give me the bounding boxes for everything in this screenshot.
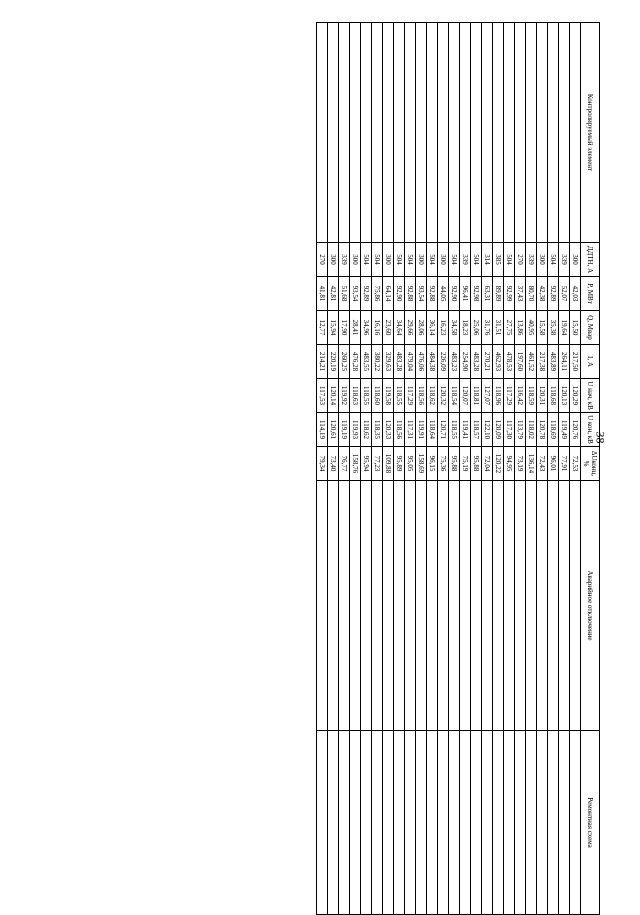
table-cell: 93,54 [350, 277, 361, 311]
table-cell: 92,90 [394, 277, 405, 311]
table-row [339, 23, 350, 915]
table-cell [350, 23, 361, 243]
table-cell: 118,69 [548, 413, 559, 447]
table-cell: 339 [559, 243, 570, 277]
table-cell [471, 481, 482, 731]
table-cell [460, 481, 471, 731]
table-cell [460, 731, 471, 915]
table-cell [438, 23, 449, 243]
table-cell: 120,29 [570, 379, 581, 413]
table-cell: 479,04 [405, 345, 416, 379]
table-cell: 118,62 [427, 379, 438, 413]
table-cell: 504 [548, 243, 559, 277]
table-cell: 95,89 [394, 447, 405, 481]
table-cell: 18,23 [460, 311, 471, 345]
table-cell: 72,53 [570, 447, 581, 481]
table-cell: 270 [317, 243, 328, 277]
table-row [515, 23, 526, 915]
table-cell: 120,22 [493, 447, 504, 481]
table-row [394, 23, 405, 915]
table-cell: 220,19 [328, 345, 339, 379]
table-cell [482, 731, 493, 915]
table-cell: 75,19 [460, 447, 471, 481]
table-row [328, 23, 339, 915]
table-cell: 31,76 [482, 311, 493, 345]
table-cell: 118,02 [526, 413, 537, 447]
table-cell: 300 [570, 243, 581, 277]
table-cell: 478,53 [504, 345, 515, 379]
table-cell: 72,43 [537, 447, 548, 481]
table-cell: 96,01 [548, 447, 559, 481]
table-cell [471, 731, 482, 915]
table-cell: 113,79 [515, 413, 526, 447]
table-cell: 93,54 [416, 277, 427, 311]
table-cell [438, 731, 449, 915]
table-row [416, 23, 427, 915]
table-cell: 16,23 [438, 311, 449, 345]
table-cell: 89,89 [493, 277, 504, 311]
table-cell [559, 731, 570, 915]
table-cell [504, 481, 515, 731]
table-cell [350, 481, 361, 731]
table-cell: 119,92 [339, 379, 350, 413]
table-cell [328, 731, 339, 915]
table-cell: 116,42 [515, 379, 526, 413]
table-cell: 119,49 [559, 413, 570, 447]
table-cell: 13,86 [515, 311, 526, 345]
table-cell: 117,29 [504, 379, 515, 413]
table-cell [339, 23, 350, 243]
table-cell [405, 23, 416, 243]
table-cell: 461,52 [526, 345, 537, 379]
table-cell: 264,11 [559, 345, 570, 379]
table-row [405, 23, 416, 915]
table-cell: 118,60 [372, 379, 383, 413]
table-row [317, 23, 328, 915]
table-cell [493, 23, 504, 243]
table-cell [372, 481, 383, 731]
table-row [537, 23, 548, 915]
table-cell: 158,76 [350, 447, 361, 481]
table-cell: 42,03 [570, 277, 581, 311]
table-cell [515, 731, 526, 915]
table-cell: 34,96 [361, 311, 372, 345]
table-row [526, 23, 537, 915]
table-cell [361, 23, 372, 243]
table-cell: 25,06 [471, 311, 482, 345]
table-cell: 226,09 [438, 345, 449, 379]
table-cell [427, 481, 438, 731]
table-row [438, 23, 449, 915]
table-cell: 95,88 [471, 447, 482, 481]
table-cell: 476,06 [416, 345, 427, 379]
table-cell [339, 731, 350, 915]
table-cell: 34,58 [449, 311, 460, 345]
table-cell [317, 731, 328, 915]
table-row [559, 23, 570, 915]
table-cell: 504 [405, 243, 416, 277]
table-cell: 72,04 [482, 447, 493, 481]
table-cell: 17,90 [339, 311, 350, 345]
table-cell: 15,50 [570, 311, 581, 345]
table-cell: 92,90 [449, 277, 460, 311]
table-cell [328, 481, 339, 731]
table-row [504, 23, 515, 915]
table-cell: 95,94 [361, 447, 372, 481]
table-cell [317, 23, 328, 243]
table-cell: 120,76 [570, 413, 581, 447]
table-cell: 117,30 [504, 413, 515, 447]
table-cell [427, 23, 438, 243]
table-cell: 37,43 [515, 277, 526, 311]
table-cell: 77,23 [372, 447, 383, 481]
table-cell: 118,96 [493, 379, 504, 413]
table-cell [570, 481, 581, 731]
table-cell: 35,38 [548, 311, 559, 345]
table-cell: 95,88 [449, 447, 460, 481]
table-cell: 339 [339, 243, 350, 277]
table-cell: 119,58 [383, 379, 394, 413]
table-cell: 118,81 [471, 379, 482, 413]
table-cell: 28,06 [416, 311, 427, 345]
table-cell: 504 [427, 243, 438, 277]
table-cell [383, 23, 394, 243]
table-cell [394, 23, 405, 243]
table-cell [372, 731, 383, 915]
table-cell [438, 481, 449, 731]
table-cell: 476,28 [350, 345, 361, 379]
table-cell [317, 481, 328, 731]
table-cell [570, 23, 581, 243]
table-cell: 136,14 [526, 447, 537, 481]
table-cell [394, 481, 405, 731]
table-row [482, 23, 493, 915]
table-cell: 118,63 [350, 379, 361, 413]
table-cell: 31,51 [493, 311, 504, 345]
table-cell: 385 [493, 243, 504, 277]
table-cell: 504 [361, 243, 372, 277]
table-cell [504, 731, 515, 915]
table-row [350, 23, 361, 915]
table-cell: 314 [482, 243, 493, 277]
table-cell: 118,64 [427, 413, 438, 447]
table-cell: 483,55 [361, 345, 372, 379]
table-cell: 197,60 [515, 345, 526, 379]
table-cell [482, 23, 493, 243]
table-cell: 119,93 [350, 413, 361, 447]
table-cell: 300 [350, 243, 361, 277]
table-cell: 270,21 [482, 345, 493, 379]
table-cell: 92,89 [361, 277, 372, 311]
table-cell: 118,68 [548, 379, 559, 413]
table-cell: 120,33 [383, 413, 394, 447]
table-cell: 120,31 [537, 379, 548, 413]
table-body [317, 23, 581, 915]
table-row [471, 23, 482, 915]
table-cell [328, 23, 339, 243]
table-cell: 41,81 [317, 277, 328, 311]
table-cell: 36,14 [427, 311, 438, 345]
table-cell: 92,88 [427, 277, 438, 311]
table-row [361, 23, 372, 915]
column-header: P, МВт [581, 277, 600, 311]
table-cell [515, 481, 526, 731]
table-cell: 64,14 [383, 277, 394, 311]
column-header: ΔUконц, % [581, 447, 600, 481]
table-cell: 120,09 [493, 413, 504, 447]
table-cell: 300 [383, 243, 394, 277]
table-cell: 118,55 [394, 379, 405, 413]
table-row [372, 23, 383, 915]
table-cell [383, 481, 394, 731]
table-cell: 16,16 [372, 311, 383, 345]
table-cell: 34,64 [394, 311, 405, 345]
table-cell [460, 23, 471, 243]
table-cell: 504 [504, 243, 515, 277]
table-cell: 483,28 [471, 345, 482, 379]
table-cell [405, 481, 416, 731]
table-cell: 75,86 [372, 277, 383, 311]
table-cell: 44,05 [438, 277, 449, 311]
table-cell: 483,23 [449, 345, 460, 379]
table-cell: 504 [449, 243, 460, 277]
table-cell: 118,57 [471, 413, 482, 447]
table-cell: 339 [460, 243, 471, 277]
table-cell: 15,94 [328, 311, 339, 345]
table-cell [416, 23, 427, 243]
table-cell: 339 [526, 243, 537, 277]
table-cell: 117,53 [317, 379, 328, 413]
table-cell: 260,25 [339, 345, 350, 379]
table-cell: 77,91 [559, 447, 570, 481]
table-cell: 117,31 [405, 413, 416, 447]
table-cell [416, 731, 427, 915]
table-cell: 92,88 [405, 277, 416, 311]
table-cell: 122,10 [482, 413, 493, 447]
table-row [493, 23, 504, 915]
table-cell: 118,62 [361, 413, 372, 447]
table-cell [493, 731, 504, 915]
table-cell: 109,88 [383, 447, 394, 481]
table-cell: 42,38 [537, 277, 548, 311]
table-cell: 79,34 [317, 447, 328, 481]
table-cell: 120,78 [537, 413, 548, 447]
table-cell [449, 481, 460, 731]
table-cell: 217,50 [570, 345, 581, 379]
table-row [460, 23, 471, 915]
table-cell [537, 481, 548, 731]
table-cell [537, 23, 548, 243]
table-cell [548, 23, 559, 243]
table-cell: 75,36 [438, 447, 449, 481]
column-header: Ремонтная схема [581, 731, 600, 915]
table-cell: 300 [416, 243, 427, 277]
table-cell: 118,59 [526, 379, 537, 413]
table-cell [449, 23, 460, 243]
table-cell [559, 481, 570, 731]
table-cell: 504 [372, 243, 383, 277]
table-cell [515, 23, 526, 243]
table-cell: 92,99 [504, 277, 515, 311]
table-cell: 23,60 [383, 311, 394, 345]
table-cell [548, 481, 559, 731]
table-cell [383, 731, 394, 915]
table-cell: 484,38 [427, 345, 438, 379]
table-cell: 504 [394, 243, 405, 277]
table-cell: 42,81 [328, 277, 339, 311]
table-cell: 254,90 [460, 345, 471, 379]
table-cell [526, 23, 537, 243]
table-cell: 28,41 [350, 311, 361, 345]
column-header: ДДТН, А [581, 243, 600, 277]
table-cell: 120,32 [438, 379, 449, 413]
table-cell: 119,91 [416, 413, 427, 447]
table-cell: 120,71 [438, 413, 449, 447]
table-cell: 117,29 [405, 379, 416, 413]
table-cell: 270 [515, 243, 526, 277]
table-cell: 92,98 [471, 277, 482, 311]
table-cell [504, 23, 515, 243]
table-row [383, 23, 394, 915]
table-cell: 118,55 [449, 413, 460, 447]
table-cell: 380,22 [372, 345, 383, 379]
table-cell: 120,13 [559, 379, 570, 413]
table-cell: 63,31 [482, 277, 493, 311]
table-cell: 29,66 [405, 311, 416, 345]
table-cell: 119,41 [460, 413, 471, 447]
table-cell [427, 731, 438, 915]
table-cell [548, 731, 559, 915]
table-cell: 483,89 [548, 345, 559, 379]
table-cell: 114,19 [317, 413, 328, 447]
table-row [570, 23, 581, 915]
table-cell: 95,05 [405, 447, 416, 481]
table-cell: 483,28 [394, 345, 405, 379]
table-cell [559, 23, 570, 243]
table-cell: 96,41 [460, 277, 471, 311]
table-cell: 217,38 [537, 345, 548, 379]
table-cell: 300 [438, 243, 449, 277]
table-cell [526, 481, 537, 731]
table-cell: 300 [537, 243, 548, 277]
table-cell: 19,64 [559, 311, 570, 345]
column-header: I, А [581, 345, 600, 379]
table-cell: 120,61 [328, 413, 339, 447]
table-cell [361, 481, 372, 731]
data-table [316, 22, 600, 915]
table-cell [416, 481, 427, 731]
table-cell: 92,89 [548, 277, 559, 311]
table-cell: 51,68 [339, 277, 350, 311]
table-cell: 119,19 [339, 413, 350, 447]
table-cell: 329,63 [383, 345, 394, 379]
table-cell: 120,07 [460, 379, 471, 413]
table-cell [350, 731, 361, 915]
table-cell: 118,35 [372, 413, 383, 447]
table-cell [493, 481, 504, 731]
table-cell: 300 [328, 243, 339, 277]
table-cell: 12,77 [317, 311, 328, 345]
table-cell: 27,75 [504, 311, 515, 345]
page-number: 38 [593, 431, 608, 444]
table-cell: 52,07 [559, 277, 570, 311]
table-row [449, 23, 460, 915]
table-cell [570, 731, 581, 915]
table-cell: 80,70 [526, 277, 537, 311]
table-cell: 40,95 [526, 311, 537, 345]
table-cell: 504 [471, 243, 482, 277]
column-header: Q, Мвар [581, 311, 600, 345]
table-cell [372, 23, 383, 243]
rotated-table-wrapper [40, 22, 600, 882]
table-cell [471, 23, 482, 243]
table-cell: 120,14 [328, 379, 339, 413]
table-cell: 118,54 [449, 379, 460, 413]
table-cell [526, 731, 537, 915]
table-cell: 73,40 [328, 447, 339, 481]
table-header-row [581, 23, 600, 915]
table-cell [482, 481, 493, 731]
table-cell: 118,56 [416, 379, 427, 413]
table-cell [394, 731, 405, 915]
table-cell [339, 481, 350, 731]
table-cell: 118,55 [361, 379, 372, 413]
column-header: U нач, кВ [581, 379, 600, 413]
table-cell: 15,58 [537, 311, 548, 345]
column-header: U кон, кВ [581, 413, 600, 447]
table-cell: 158,69 [416, 447, 427, 481]
table-cell: 127,07 [482, 379, 493, 413]
table-cell: 96,15 [427, 447, 438, 481]
column-header: Аварийное отключение [581, 481, 600, 731]
table-cell: 214,21 [317, 345, 328, 379]
table-cell [361, 731, 372, 915]
table-row [427, 23, 438, 915]
table-cell: 76,77 [339, 447, 350, 481]
table-cell [537, 731, 548, 915]
table-cell: 94,95 [504, 447, 515, 481]
table-cell: 118,56 [394, 413, 405, 447]
column-header: Контролируемый элемент [581, 23, 600, 243]
table-row [548, 23, 559, 915]
table-cell: 462,93 [493, 345, 504, 379]
table-cell: 73,19 [515, 447, 526, 481]
table-cell [405, 731, 416, 915]
table-cell [449, 731, 460, 915]
